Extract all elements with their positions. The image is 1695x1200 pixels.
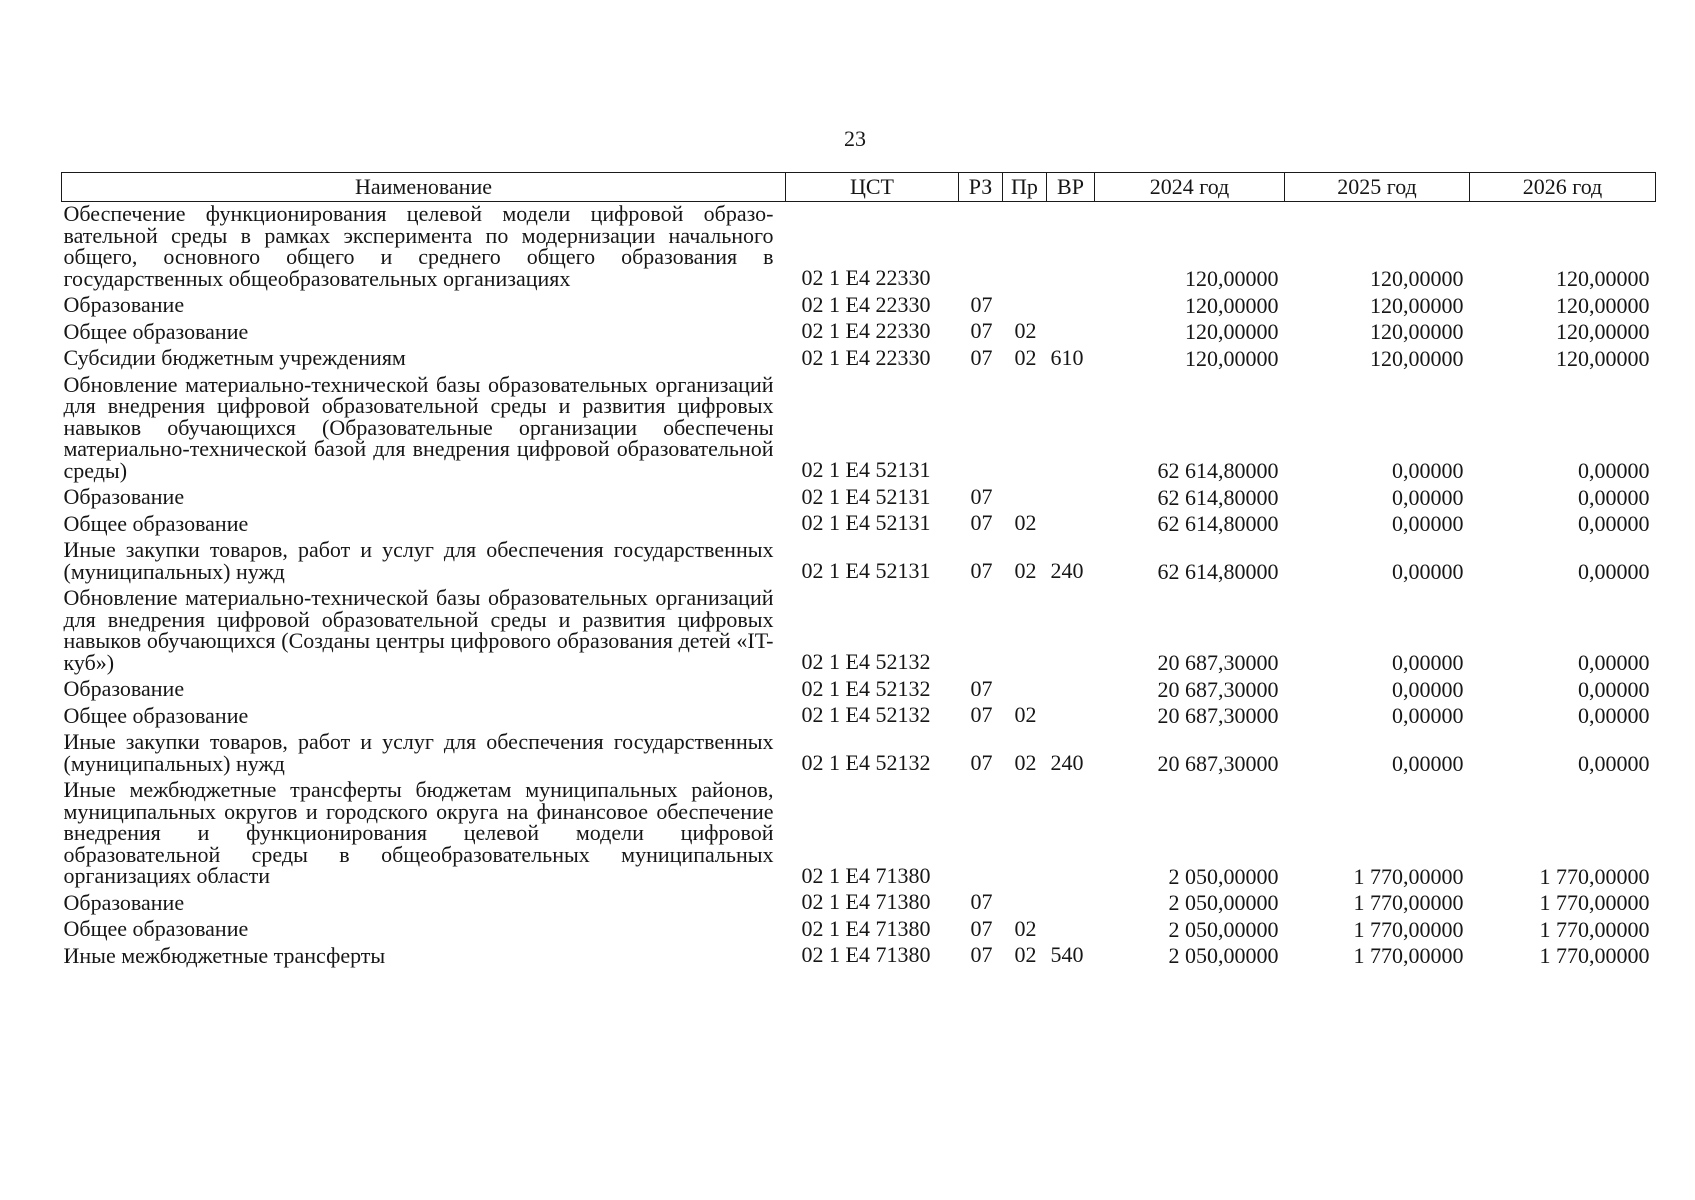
row-cst: 02 1 Е4 22330: [801, 318, 931, 343]
row-2026: 0,00000: [1578, 650, 1650, 675]
row-rz: 07: [970, 889, 993, 914]
row-2026: 120,00000: [1556, 319, 1650, 344]
row-rz: [959, 373, 1003, 486]
row-cst: 02 1 Е4 52132: [801, 750, 931, 775]
header-name: Наименование: [62, 173, 786, 202]
row-name: Иные закупки товаров, работ и услуг для обеспечения государственных (муниципальных) нужд: [63, 537, 774, 584]
row-2026: 1 770,00000: [1539, 863, 1650, 889]
row-2024: 62 614,80000: [1157, 458, 1279, 483]
row-pr: 02: [1014, 558, 1037, 583]
row-2024: 20 687,30000: [1157, 751, 1279, 776]
row-2025: 120,00000: [1370, 345, 1464, 371]
row-2026: 120,00000: [1556, 292, 1650, 318]
row-pr: 02: [1014, 915, 1037, 941]
row-2024: 20 687,30000: [1157, 676, 1279, 702]
row-2025: 1 770,00000: [1353, 943, 1464, 968]
row-cst: 02 1 Е4 22330: [801, 344, 931, 370]
row-2025: 1 770,00000: [1353, 890, 1464, 915]
row-name: Образование: [63, 889, 185, 915]
budget-table: [61, 172, 1656, 970]
row-rz: 07: [970, 675, 993, 701]
row-name: Обновление материально-технической базы образовательных организаций для внедрения цифровой образовательной среды и развития цифровых навыков обучающихся (Созданы центры цифрового образования детей «IT-куб»): [63, 585, 774, 675]
row-vr: [1047, 512, 1095, 539]
row-vr: 240: [1050, 558, 1084, 583]
table-row: [62, 373, 1656, 486]
row-rz: 07: [970, 558, 993, 583]
row-2025: 0,00000: [1392, 751, 1464, 776]
row-2024: 2 050,00000: [1168, 943, 1279, 968]
row-2025: 120,00000: [1370, 319, 1464, 344]
row-2026: 0,00000: [1578, 559, 1650, 584]
row-2025: 0,00000: [1392, 511, 1464, 536]
table-row: [62, 512, 1656, 539]
row-pr: [1003, 202, 1047, 294]
row-name: Обеспечение функционирования целевой модели цифровой образовательной среды в рамках эксперимента по модернизации начального общего, основного общего и среднего общего образования в государственных общеобразовательных организациях: [63, 201, 774, 291]
row-cst: 02 1 Е4 71380: [801, 889, 931, 914]
row-vr: [1047, 917, 1095, 944]
row-pr: 02: [1014, 510, 1037, 535]
row-rz: 07: [970, 942, 993, 967]
row-vr: 610: [1050, 344, 1084, 370]
row-2024: 2 050,00000: [1168, 890, 1279, 915]
row-vr: 240: [1050, 750, 1084, 775]
row-vr: [1047, 677, 1095, 704]
header-row: [62, 173, 1656, 202]
row-vr: [1047, 373, 1095, 486]
row-rz: 07: [970, 915, 993, 941]
row-2026: 120,00000: [1556, 266, 1650, 291]
row-vr: [1047, 202, 1095, 294]
row-rz: [959, 778, 1003, 891]
table-row: [62, 320, 1656, 347]
row-cst: 02 1 Е4 71380: [801, 915, 931, 941]
row-name: Образование: [63, 676, 185, 701]
row-rz: [959, 202, 1003, 294]
row-rz: 07: [970, 291, 993, 317]
table-row: [62, 293, 1656, 320]
row-pr: [1003, 677, 1047, 704]
row-rz: 07: [970, 702, 993, 727]
row-2024: 120,00000: [1185, 266, 1279, 291]
row-2026: 1 770,00000: [1539, 916, 1650, 942]
row-name: Иные межбюджетные трансферты: [63, 942, 386, 968]
row-rz: [959, 586, 1003, 677]
row-2026: 0,00000: [1578, 511, 1650, 536]
row-vr: [1047, 778, 1095, 891]
row-cst: 02 1 Е4 52131: [801, 483, 931, 509]
row-cst: 02 1 Е4 52131: [801, 510, 931, 535]
row-vr: [1047, 293, 1095, 320]
row-2026: 0,00000: [1578, 458, 1650, 483]
table-row: [62, 202, 1656, 294]
row-2025: 0,00000: [1392, 676, 1464, 702]
row-2025: 120,00000: [1370, 292, 1464, 318]
row-2026: 1 770,00000: [1539, 890, 1650, 915]
row-name: Иные закупки товаров, работ и услуг для обеспечения государственных (муниципальных) нужд: [63, 729, 774, 776]
row-2024: 2 050,00000: [1168, 916, 1279, 942]
table-row: [62, 730, 1656, 778]
row-vr: [1047, 704, 1095, 731]
row-pr: [1003, 485, 1047, 512]
row-rz: 07: [970, 750, 993, 775]
table-body: [62, 202, 1656, 971]
page-number: 23: [844, 126, 866, 151]
row-pr: [1003, 778, 1047, 891]
header-pr: Пр: [1003, 173, 1047, 202]
table-row: [62, 944, 1656, 971]
row-cst: 02 1 Е4 52131: [801, 558, 931, 583]
row-cst: 02 1 Е4 22330: [801, 291, 931, 317]
row-2025: 1 770,00000: [1353, 916, 1464, 942]
table-header: [62, 173, 1656, 202]
row-name: Общее образование: [63, 916, 249, 941]
row-2024: 20 687,30000: [1157, 703, 1279, 728]
header-vr: ВР: [1047, 173, 1095, 202]
row-name: Иные межбюджетные трансферты бюджетам муниципальных районов, муниципальных округов и городского округа на финансовое обеспечение внедрения и функционирования целевой модели цифровой образовательной среды в общеобразовательных муниципальных организациях области: [63, 777, 774, 888]
header-2026: 2026 год: [1470, 173, 1656, 202]
row-2025: 0,00000: [1392, 458, 1464, 483]
row-cst: 02 1 Е4 52131: [801, 457, 931, 482]
row-pr: 02: [1014, 942, 1037, 967]
row-pr: 02: [1014, 318, 1037, 343]
header-rz: РЗ: [959, 173, 1003, 202]
row-pr: 02: [1014, 344, 1037, 370]
table-row: [62, 778, 1656, 891]
row-name: Обновление материально-технической базы образовательных организаций для внедрения цифровой образовательной среды и развития цифровых навыков обучающихся (Образовательные организации обеспечены материально-технической базой для внедрения цифровой образовательной среды): [63, 371, 774, 483]
table-row: [62, 485, 1656, 512]
row-name: Образование: [63, 484, 185, 509]
row-name: Общее образование: [63, 318, 249, 344]
row-vr: 540: [1050, 942, 1084, 967]
row-cst: 02 1 Е4 22330: [801, 265, 931, 290]
table-row: [62, 586, 1656, 677]
row-cst: 02 1 Е4 71380: [801, 862, 931, 888]
row-2025: 1 770,00000: [1353, 863, 1464, 889]
row-2026: 0,00000: [1578, 676, 1650, 702]
row-2026: 0,00000: [1578, 703, 1650, 728]
row-2026: 120,00000: [1556, 345, 1650, 371]
row-2026: 0,00000: [1578, 484, 1650, 510]
header-cst: ЦСТ: [786, 173, 959, 202]
row-vr: [1047, 485, 1095, 512]
row-2026: 1 770,00000: [1539, 943, 1650, 968]
table-row: [62, 917, 1656, 944]
table-row: [62, 346, 1656, 373]
row-pr: [1003, 891, 1047, 918]
row-pr: 02: [1014, 702, 1037, 727]
row-name: Общее образование: [63, 510, 249, 536]
row-cst: 02 1 Е4 71380: [801, 942, 931, 967]
row-name: Образование: [63, 292, 185, 317]
row-2024: 20 687,30000: [1157, 650, 1279, 675]
header-2024: 2024 год: [1095, 173, 1285, 202]
row-2025: 120,00000: [1370, 266, 1464, 291]
row-2025: 0,00000: [1392, 559, 1464, 584]
table-row: [62, 677, 1656, 704]
row-cst: 02 1 Е4 52132: [801, 649, 931, 674]
row-2024: 120,00000: [1185, 345, 1279, 371]
row-2025: 0,00000: [1392, 703, 1464, 728]
table-row: [62, 538, 1656, 586]
row-2026: 0,00000: [1578, 751, 1650, 776]
row-pr: [1003, 293, 1047, 320]
row-pr: [1003, 586, 1047, 677]
row-pr: 02: [1014, 750, 1037, 775]
row-vr: [1047, 891, 1095, 918]
row-vr: [1047, 586, 1095, 677]
row-cst: 02 1 Е4 52132: [801, 675, 931, 701]
row-name: Субсидии бюджетным учреждениям: [63, 345, 406, 370]
row-name: Общее образование: [63, 702, 249, 728]
row-2025: 0,00000: [1392, 484, 1464, 510]
header-2025: 2025 год: [1285, 173, 1470, 202]
row-2025: 0,00000: [1392, 650, 1464, 675]
row-cst: 02 1 Е4 52132: [801, 702, 931, 727]
row-2024: 2 050,00000: [1168, 863, 1279, 889]
row-2024: 62 614,80000: [1157, 484, 1279, 510]
table-row: [62, 704, 1656, 731]
row-2024: 62 614,80000: [1157, 511, 1279, 536]
row-rz: 07: [970, 510, 993, 535]
row-2024: 62 614,80000: [1157, 559, 1279, 584]
row-vr: [1047, 320, 1095, 347]
row-rz: 07: [970, 483, 993, 509]
row-pr: [1003, 373, 1047, 486]
row-2024: 120,00000: [1185, 292, 1279, 318]
row-rz: 07: [970, 344, 993, 370]
table-row: [62, 891, 1656, 918]
row-rz: 07: [970, 318, 993, 343]
row-2024: 120,00000: [1185, 319, 1279, 344]
